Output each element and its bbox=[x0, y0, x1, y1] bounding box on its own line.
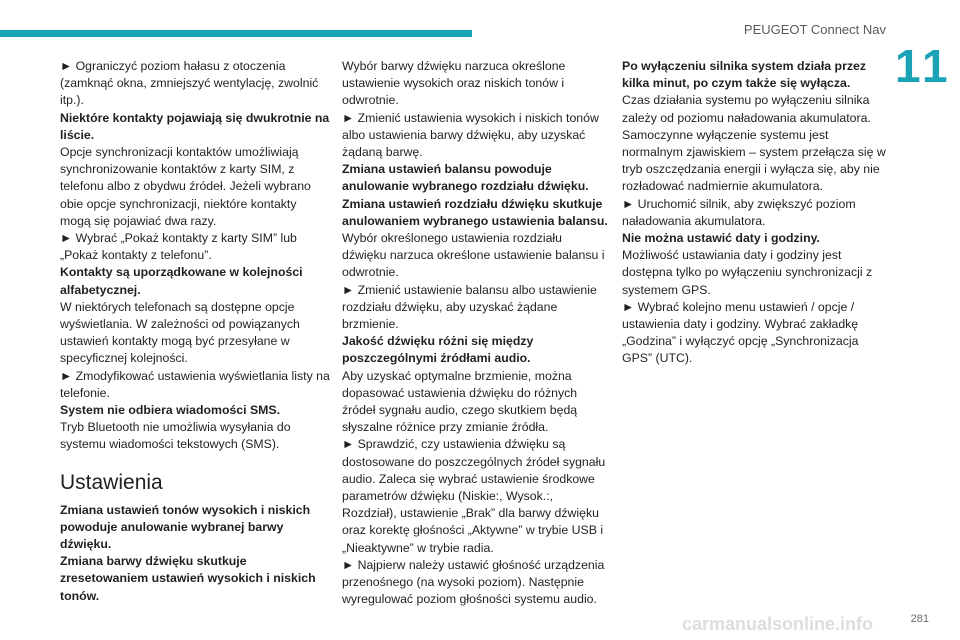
paragraph: ► Ograniczyć poziom hałasu z otoczenia (zamknąć okna, zmniejszyć wentylację, zwolnić itp.). bbox=[60, 59, 319, 108]
paragraph: W niektórych telefonach są dostępne opcje wyświetlania. W zależności od powiązanych ustawień kontakty mogą być przesyłane w specyficznej kolejności. bbox=[60, 299, 300, 366]
bold-heading-paragraph: Niektóre kontakty pojawiają się dwukrotnie na liście. bbox=[60, 110, 330, 142]
paragraph: ► Wybrać „Pokaż kontakty z karty SIM” lub „Pokaż kontakty z telefonu”. bbox=[60, 231, 297, 263]
paragraph: Samoczynne wyłączenie systemu jest normalnym zjawiskiem – system przełącza się w tryb oszczędzania energii i wyłącza się, aby nie rozładować nadmiernie akumulatora. bbox=[622, 127, 886, 194]
header-accent-bar bbox=[0, 30, 472, 37]
bold-heading-paragraph: Kontakty są uporządkowane w kolejności alfabetycznej. bbox=[60, 265, 303, 297]
paragraph: Czas działania systemu po wyłączeniu silnika zależy od poziomu naładowania akumulatora. bbox=[622, 93, 871, 125]
paragraph: ► Wybrać kolejno menu ustawień / opcje / ustawienia daty i godziny. Wybrać zakładkę „Godzina” i wyłączyć opcję „Synchronizacja GPS” (UTC). bbox=[622, 299, 859, 366]
page-number: 281 bbox=[910, 613, 929, 625]
paragraph: Możliwość ustawiania daty i godziny jest dostępna tylko po wyłączeniu synchronizacji z systemem GPS. bbox=[622, 248, 873, 297]
bold-heading-paragraph: System nie odbiera wiadomości SMS. bbox=[60, 403, 281, 418]
paragraph: Wybór barwy dźwięku narzuca określone ustawienie wysokich oraz niskich tonów i odwrotnie. bbox=[342, 59, 566, 108]
column-2 bbox=[342, 58, 608, 609]
paragraph: Aby uzyskać optymalne brzmienie, można dopasować ustawienia dźwięku do różnych źródeł sygnału audio, czego skutkiem będą słyszalne różnice przy zmianie źródła. bbox=[342, 368, 578, 435]
paragraph: ► Zmienić ustawienia wysokich i niskich tonów albo ustawienia barwy dźwięku, aby uzyskać żądaną barwę. bbox=[342, 110, 599, 160]
bold-heading-paragraph: Zmiana ustawień rozdziału dźwięku skutkuje anulowaniem wybranego ustawienia balansu. bbox=[342, 196, 608, 228]
section-title: Ustawienia bbox=[60, 470, 163, 494]
watermark: carmanualsonline.info bbox=[682, 614, 874, 634]
paragraph: ► Sprawdzić, czy ustawienia dźwięku są dostosowane do poszczególnych źródeł sygnału audio. Zaleca się wybrać ustawienie środkowe parametrów dźwięku (Niskie:, Wysok.:, Rozdział), ustawienie „Brak” dla barwy dźwięku oraz korektę głośności „Aktywne” w trybie USB i „Nieaktywne” w trybie radia. bbox=[342, 437, 606, 555]
paragraph: Tryb Bluetooth nie umożliwia wysyłania do systemu wiadomości tekstowych (SMS). bbox=[60, 420, 291, 452]
paragraph: Opcje synchronizacji kontaktów umożliwiają synchronizowanie kontaktów z karty SIM, z telefonu albo z obydwu źródeł. Jeżeli wybrano obie opcje synchronizacji, niektóre kontakty mogą się pojawiać dwa razy. bbox=[60, 145, 311, 228]
chapter-number: 11 bbox=[895, 40, 952, 92]
bold-heading-paragraph: Nie można ustawić daty i godziny. bbox=[622, 231, 820, 246]
column-3 bbox=[622, 58, 888, 368]
paragraph: ► Zmienić ustawienie balansu albo ustawienie rozdziału dźwięku, aby uzyskać żądane brzmienie. bbox=[342, 282, 597, 332]
bold-heading-paragraph: Zmiana barwy dźwięku skutkuje zresetowaniem ustawień wysokich i niskich tonów. bbox=[60, 554, 316, 603]
bold-heading-paragraph: Po wyłączeniu silnika system działa przez kilka minut, po czym także się wyłącza. bbox=[622, 59, 866, 91]
paragraph: ► Uruchomić silnik, aby zwiększyć poziom naładowania akumulatora. bbox=[622, 196, 856, 228]
paragraph: ► Zmodyfikować ustawienia wyświetlania listy na telefonie. bbox=[60, 368, 330, 400]
paragraph: ► Najpierw należy ustawić głośność urządzenia przenośnego (na wysoki poziom). Następnie wyregulować poziom głośności systemu audio. bbox=[342, 557, 605, 607]
header-title: PEUGEOT Connect Nav bbox=[743, 22, 886, 37]
column-1 bbox=[60, 58, 330, 605]
bold-heading-paragraph: Jakość dźwięku różni się między poszczególnymi źródłami audio. bbox=[342, 334, 534, 366]
bold-heading-paragraph: Zmiana ustawień balansu powoduje anulowanie wybranego rozdziału dźwięku. bbox=[342, 162, 589, 194]
paragraph: Wybór określonego ustawienia rozdziału dźwięku narzuca określone ustawienie balansu i odwrotnie. bbox=[342, 231, 605, 280]
bold-heading-paragraph: Zmiana ustawień tonów wysokich i niskich powoduje anulowanie wybranej barwy dźwięku. bbox=[60, 502, 311, 552]
